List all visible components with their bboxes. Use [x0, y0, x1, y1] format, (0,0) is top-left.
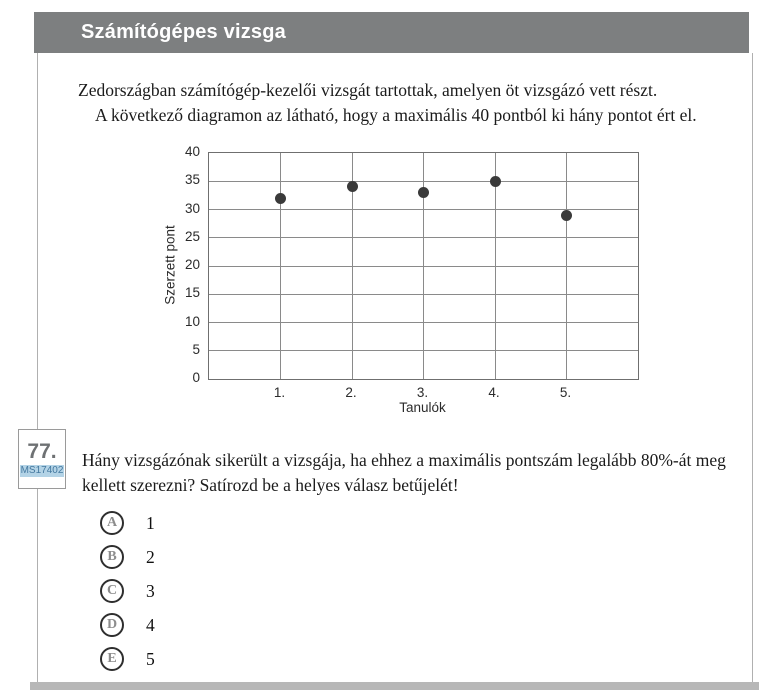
- intro-line-2: A következő diagramon az látható, hogy a maximális 40 pontból ki hány pontot ért el.: [95, 105, 697, 125]
- bottom-divider-bar: [30, 682, 759, 690]
- option-value-d: 4: [146, 614, 155, 635]
- option-row-e: [100, 642, 155, 676]
- x-tick-label: 3.: [416, 385, 429, 400]
- vertical-gridline: [566, 153, 567, 379]
- option-value-e: 5: [146, 648, 155, 669]
- option-letter-c: C: [106, 583, 118, 598]
- y-tick-label: 35: [184, 172, 200, 188]
- data-point-student-1: [275, 193, 286, 204]
- question-number: 77.: [27, 440, 57, 463]
- page-title: Számítógépes vizsga: [81, 21, 286, 43]
- option-bubble-c[interactable]: [100, 579, 124, 603]
- question-code-badge: MS17402: [20, 465, 64, 476]
- x-axis-title: Tanulók: [399, 400, 446, 415]
- y-tick-label: 5: [192, 341, 200, 357]
- option-letter-d: D: [106, 617, 118, 632]
- option-row-d: [100, 608, 155, 642]
- option-value-c: 3: [146, 580, 155, 601]
- intro-line-1: Zedországban számítógép-kezelői vizsgát tartottak, amelyen öt vizsgázó vett részt.: [78, 80, 658, 100]
- data-point-student-4: [490, 176, 501, 187]
- x-tick-label: 5.: [559, 385, 572, 400]
- y-tick-label: 0: [192, 370, 200, 385]
- y-tick-label: 40: [184, 144, 200, 159]
- question-number-box: [18, 429, 66, 489]
- option-bubble-d[interactable]: [100, 613, 124, 637]
- y-tick-label: 30: [184, 200, 200, 216]
- x-tick-label: 1.: [273, 385, 286, 400]
- vertical-gridline: [280, 153, 281, 379]
- option-letter-e: E: [107, 651, 117, 666]
- x-tick-label: 2.: [345, 385, 357, 400]
- vertical-gridline: [495, 153, 496, 379]
- option-letter-b: B: [107, 549, 117, 564]
- option-row-a: [100, 506, 155, 540]
- y-axis-title: Szerzett pont: [162, 225, 178, 305]
- option-bubble-a[interactable]: [100, 511, 124, 535]
- question-text: Hány vizsgázónak sikerült a vizsgája, ha ehhez a maximális pontszám legalább 80%-át meg kellett szerezni? Satírozd be a helyes válasz betűjelét!: [82, 450, 726, 495]
- y-tick-label: 25: [184, 228, 200, 244]
- option-bubble-b[interactable]: [100, 545, 124, 569]
- data-point-student-2: [347, 181, 358, 192]
- option-row-c: [100, 574, 155, 608]
- data-point-student-5: [561, 210, 572, 221]
- y-tick-label: 10: [184, 313, 200, 329]
- y-tick-label: 20: [184, 257, 200, 272]
- option-value-a: 1: [146, 512, 155, 533]
- option-letter-a: A: [106, 515, 118, 530]
- chart-plot-area: [208, 152, 639, 380]
- option-value-b: 2: [146, 546, 155, 567]
- data-point-student-3: [418, 187, 429, 198]
- option-row-b: [100, 540, 155, 574]
- answer-options-list: [100, 506, 155, 676]
- option-bubble-e[interactable]: [100, 647, 124, 671]
- x-tick-label: 4.: [488, 385, 500, 400]
- y-tick-label: 15: [184, 285, 200, 301]
